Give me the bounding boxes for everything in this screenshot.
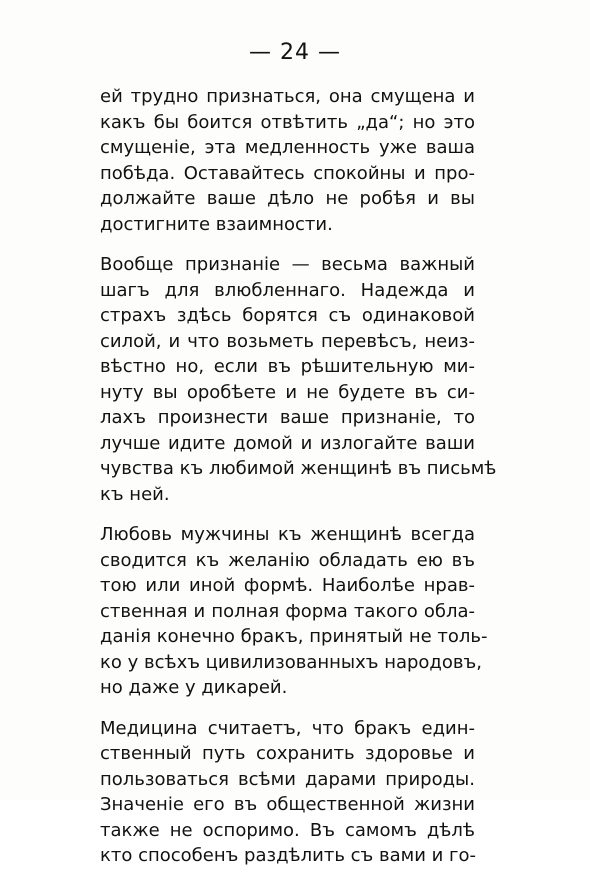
paragraph — [100, 716, 475, 869]
text-line: сводится къ желанію обладать ею въ — [100, 549, 475, 571]
text-line: какъ бы боится отвѣтить „да“; но это — [100, 111, 475, 133]
text-line: данія конечно бракъ, принятый не толь- — [100, 626, 488, 647]
text-line: нуту вы оробѣете и не будете въ си- — [100, 381, 475, 403]
text-line: пользоваться всѣми дарами природы. — [100, 768, 475, 790]
paragraph — [100, 252, 497, 507]
text-line: тою или иной формѣ. Наиболѣе нрав- — [100, 575, 475, 596]
text-line: лахъ произнести ваше признаніе, то — [100, 407, 475, 428]
text-line: Вообще признаніе — весьма важный — [100, 254, 475, 275]
text-line: ей трудно признаться, она смущена и — [100, 86, 475, 107]
text-line: достигните взаимности. — [100, 213, 333, 235]
text-line: побѣда. Оставайтесь спокойны и про- — [100, 162, 475, 184]
text-line: къ ней. — [100, 483, 170, 505]
text-line: но даже у дикарей. — [100, 677, 288, 698]
text-line: должайте ваше дѣло не робѣя и вы — [100, 188, 475, 209]
text-line: ко у всѣхъ цивилизованныхъ народовъ, — [100, 651, 482, 673]
text-line: ственная и полная форма такого обла- — [100, 600, 475, 622]
text-line: смущеніе, эта медленность уже ваша — [100, 137, 475, 158]
text-line: шагъ для влюбленнаго. Надежда и — [100, 279, 475, 301]
text-line: Значеніе его въ общественной жизни — [100, 794, 475, 815]
text-line: страхъ здѣсь борятся съ одинаковой — [100, 305, 475, 326]
text-line: силой, и что возьметь перевѣсъ, неиз- — [100, 330, 475, 352]
text-line: лучше идите домой и излогайте ваши — [100, 432, 475, 454]
text-line: также не оспоримо. Въ самомъ дѣлѣ — [100, 819, 475, 841]
paragraph — [100, 522, 488, 701]
body-text — [100, 84, 497, 884]
text-line: Любовь мужчины къ женщинѣ всегда — [100, 524, 475, 545]
text-line: ственный путь сохранить здоровье и — [100, 743, 475, 764]
text-line: Медицина считаетъ, что бракъ един- — [100, 717, 475, 739]
page-number: — 24 — — [249, 40, 341, 65]
paragraph — [100, 84, 475, 237]
text-line: чувства къ любимой женщинѣ въ письмѣ — [100, 458, 497, 479]
text-line: кто способенъ раздѣлить съ вами и го- — [100, 845, 477, 866]
text-line: вѣстно но, если въ рѣшительную ми- — [100, 356, 475, 377]
